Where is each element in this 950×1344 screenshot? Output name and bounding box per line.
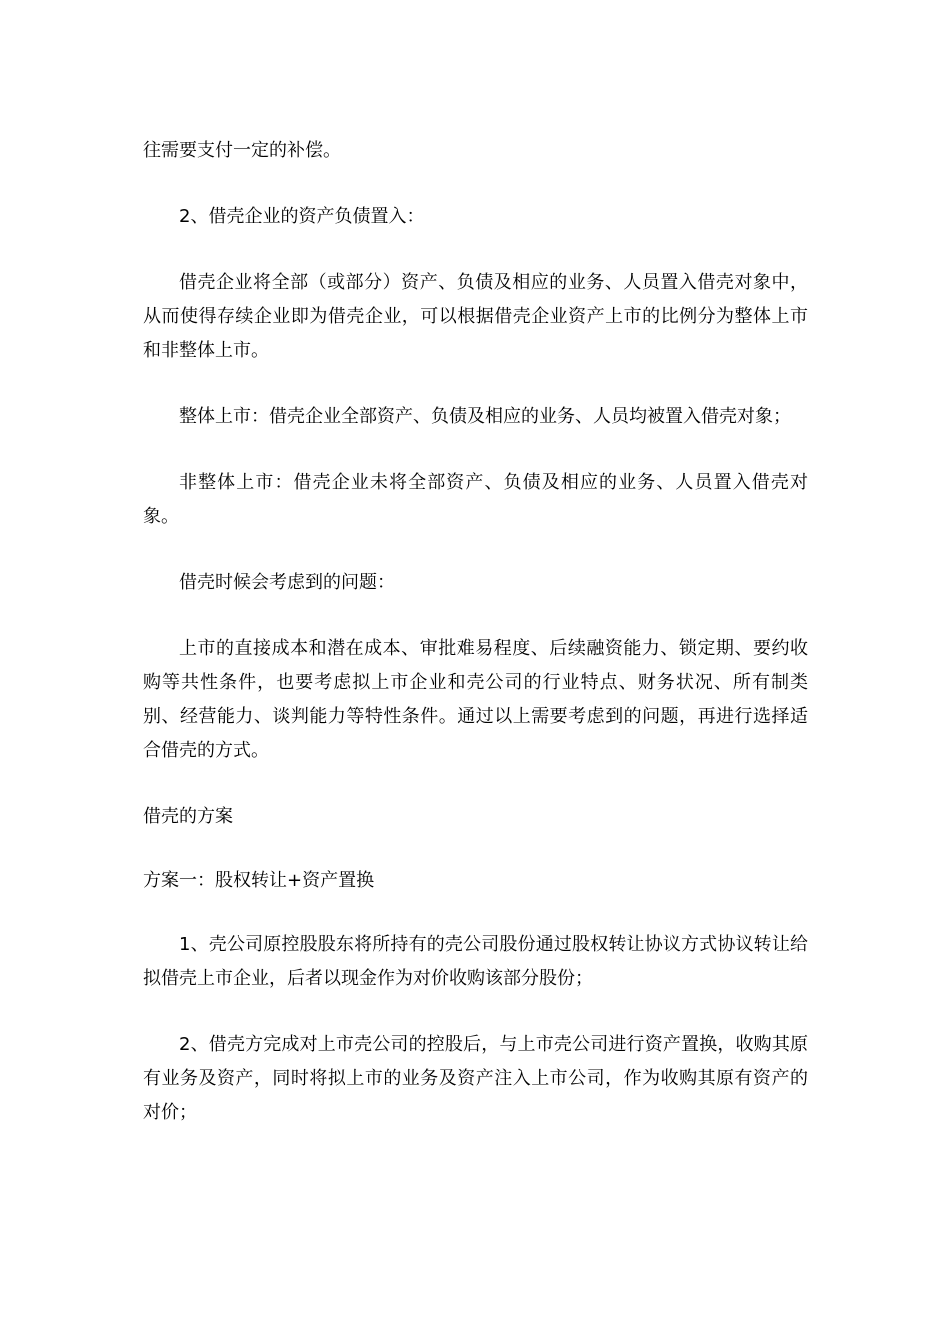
- section-heading-scheme-one: 方案一：股权转让+资产置换: [143, 870, 375, 891]
- document-body: [143, 134, 808, 1162]
- paragraph-scheme-one-step-1: 1、壳公司原控股股东将所持有的壳公司股份通过股权转让协议方式协议转让给拟借壳上市企业，后者以现金作为对价收购该部分股份；: [143, 934, 808, 989]
- paragraph-scheme-one-step-2: 2、借壳方完成对上市壳公司的控股后，与上市壳公司进行资产置换，收购其原有业务及资产，同时将拟上市的业务及资产注入上市公司，作为收购其原有资产的对价；: [143, 1034, 808, 1123]
- paragraph-full-listing: 整体上市：借壳企业全部资产、负债及相应的业务、人员均被置入借壳对象；: [179, 406, 791, 427]
- section-heading-schemes: 借壳的方案: [143, 806, 233, 827]
- paragraph-heading-asset-injection: 2、借壳企业的资产负债置入：: [179, 206, 425, 227]
- paragraph-considerations-body: 上市的直接成本和潜在成本、审批难易程度、后续融资能力、锁定期、要约收购等共性条件，也要考虑拟上市企业和壳公司的行业特点、财务状况、所有制类别、经营能力、谈判能力等特性条件。通过以上需要考虑到的问题，再进行选择适合借壳的方式。: [143, 638, 808, 761]
- paragraph-continuation: 往需要支付一定的补偿。: [143, 140, 341, 161]
- paragraph-partial-listing: 非整体上市：借壳企业未将全部资产、负债及相应的业务、人员置入借壳对象。: [143, 472, 808, 527]
- paragraph-asset-injection-body: 借壳企业将全部（或部分）资产、负债及相应的业务、人员置入借壳对象中，从而使得存续企业即为借壳企业，可以根据借壳企业资产上市的比例分为整体上市和非整体上市。: [143, 272, 808, 361]
- paragraph-considerations-heading: 借壳时候会考虑到的问题：: [179, 572, 395, 593]
